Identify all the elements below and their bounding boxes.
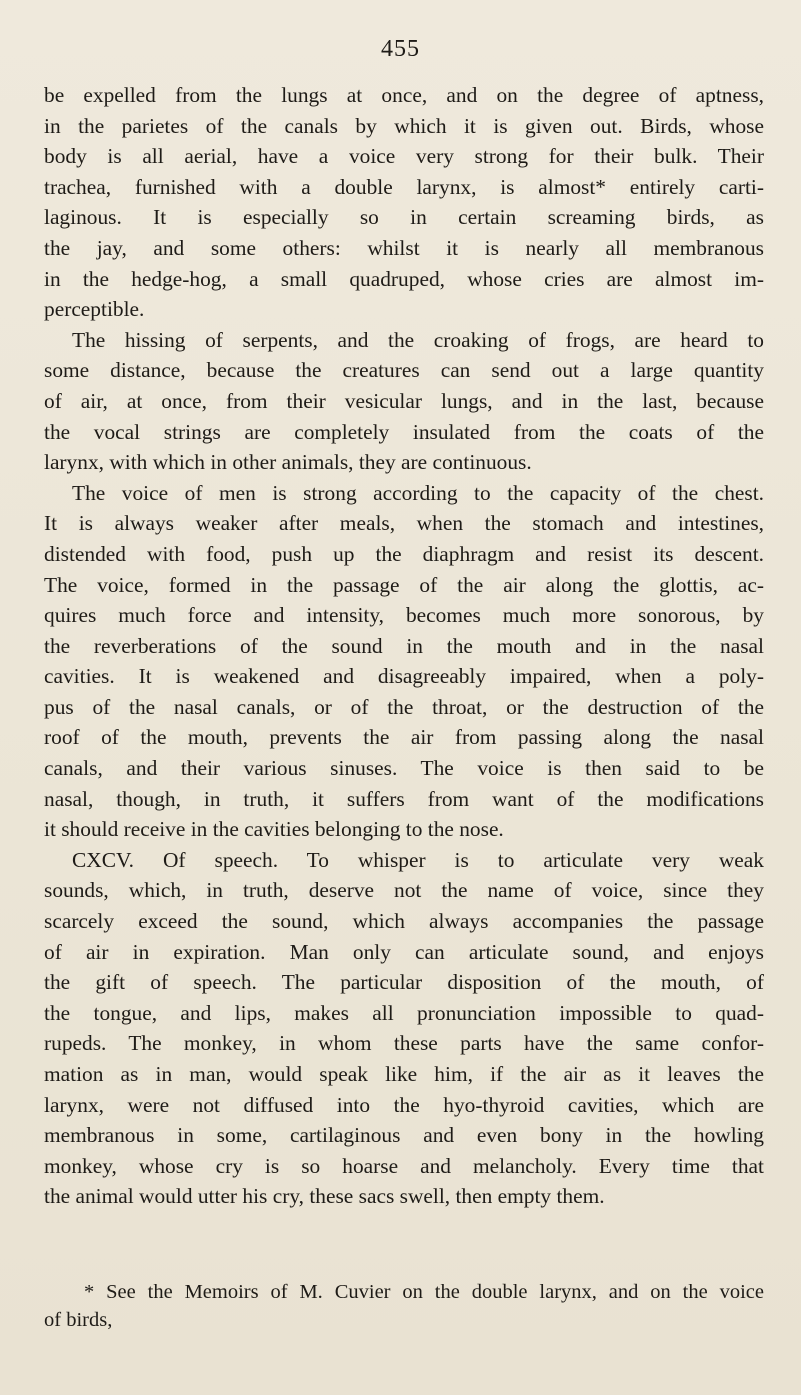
text-line: trachea, furnished with a double larynx, is almost* entirely carti- [44,174,764,199]
footnote-line: * See the Memoirs of M. Cuvier on the double larynx, and on the voice [84,1281,764,1303]
text-line: the animal would utter his cry, these sacs swell, then empty them. [44,1184,605,1209]
text-line: the reverberations of the sound in the mouth and in the nasal [44,633,764,658]
text-line: pus of the nasal canals, or of the throat, or the destruction of the [44,694,764,719]
text-line: of air in expiration. Man only can articulate sound, and enjoys [44,939,764,964]
text-line: laginous. It is especially so in certain screaming birds, as [44,205,764,230]
text-line: It is always weaker after meals, when the stomach and intestines, [44,511,764,536]
text-line: mation as in man, would speak like him, if the air as it leaves the [44,1062,764,1086]
paragraph-start-line: The voice of men is strong according to the capacity of the chest. [72,480,764,505]
text-line: cavities. It is weakened and disagreeably impaired, when a poly- [44,664,764,689]
text-line: sounds, which, in truth, deserve not the name of voice, since they [44,878,764,903]
text-line: larynx, with which in other animals, they are continuous. [44,450,532,475]
section-heading-line: CXCV. Of speech. To whisper is to articulate very weak [72,847,764,872]
text-line: distended with food, push up the diaphragm and resist its descent. [44,541,764,566]
page-number: 455 [381,36,420,62]
text-line: the jay, and some others: whilst it is nearly all membranous [44,235,764,260]
text-line: the vocal strings are completely insulated from the coats of the [44,419,764,444]
text-line: scarcely exceed the sound, which always accompanies the passage [44,909,764,934]
text-line: be expelled from the lungs at once, and on the degree of aptness, [44,83,764,107]
text-line: monkey, whose cry is so hoarse and melancholy. Every time that [44,1153,764,1178]
paragraph-start-line: The hissing of serpents, and the croaking of frogs, are heard to [72,327,764,352]
text-line: of air, at once, from their vesicular lungs, and in the last, because [44,388,764,413]
text-line: some distance, because the creatures can send out a large quantity [44,358,764,383]
text-line: in the hedge-hog, a small quadruped, whose cries are almost im- [44,266,764,291]
text-line: in the parietes of the canals by which it is given out. Birds, whose [44,113,764,138]
text-line: the tongue, and lips, makes all pronunciation impossible to quad- [44,1000,764,1025]
text-line: larynx, were not diffused into the hyo-thyroid cavities, which are [44,1092,764,1117]
text-line: nasal, though, in truth, it suffers from want of the modifications [44,786,764,811]
text-line: quires much force and intensity, becomes much more sonorous, by [44,603,764,628]
text-line: body is all aerial, have a voice very strong for their bulk. Their [44,144,764,169]
footnote-line: of birds, [44,1309,113,1331]
text-line: membranous in some, cartilaginous and even bony in the howling [44,1123,764,1148]
text-line: it should receive in the cavities belonging to the nose. [44,817,504,842]
text-line: rupeds. The monkey, in whom these parts have the same confor- [44,1031,764,1056]
body-text [44,80,764,1212]
text-line: The voice, formed in the passage of the air along the glottis, ac- [44,572,764,597]
text-line: the gift of speech. The particular disposition of the mouth, of [44,970,764,995]
text-line: roof of the mouth, prevents the air from passing along the nasal [44,725,764,750]
text-line: canals, and their various sinuses. The voice is then said to be [44,756,764,781]
text-line: perceptible. [44,297,145,322]
footnote [44,1278,764,1334]
